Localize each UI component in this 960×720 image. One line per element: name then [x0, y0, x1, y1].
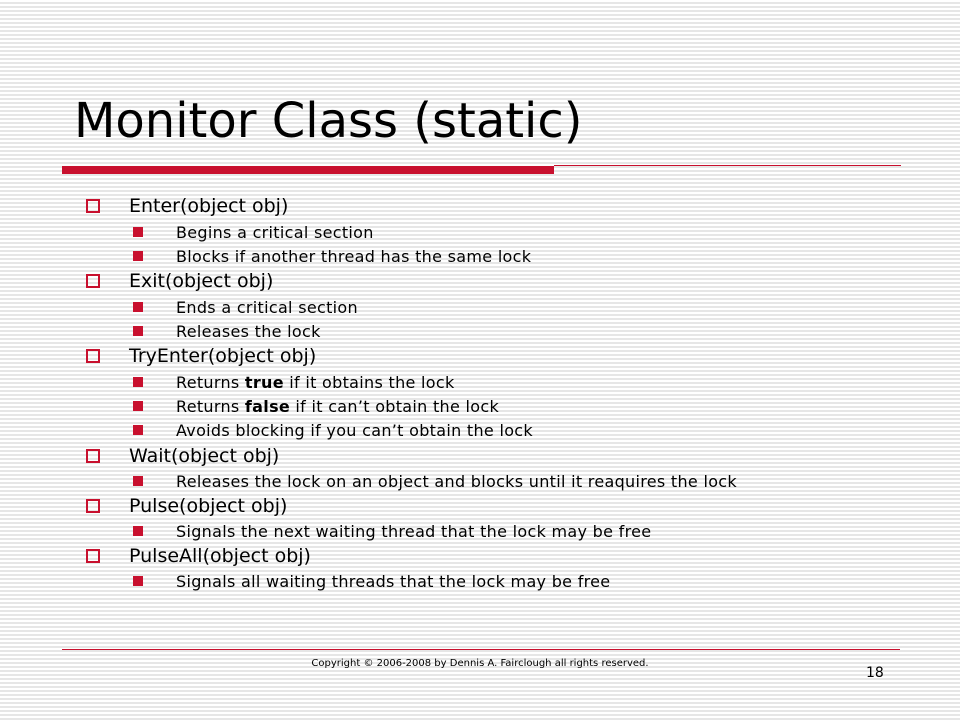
filled-square-bullet-icon	[133, 326, 143, 336]
bullet-item-pulseall	[86, 543, 311, 569]
filled-square-bullet-icon	[133, 526, 143, 536]
filled-square-bullet-icon	[133, 302, 143, 312]
filled-square-bullet-icon	[133, 576, 143, 586]
text-post: if it obtains the lock	[283, 372, 455, 392]
sub-bullet-text	[176, 397, 499, 416]
keyword-false: false	[244, 396, 291, 416]
bullet-label: Exit(object obj)	[129, 270, 274, 292]
filled-square-bullet-icon	[133, 476, 143, 486]
sub-bullet-item	[133, 244, 531, 268]
filled-square-bullet-icon	[133, 251, 143, 261]
hollow-square-bullet-icon	[86, 274, 100, 288]
bullet-label: Enter(object obj)	[129, 195, 289, 217]
sub-bullet-text: Releases the lock	[176, 321, 321, 341]
text-pre: Returns	[176, 396, 245, 416]
sub-bullet-item	[133, 319, 321, 343]
sub-bullet-text: Ends a critical section	[176, 297, 358, 317]
sub-bullet-text	[176, 373, 455, 392]
bullet-label: TryEnter(object obj)	[129, 345, 317, 367]
sub-bullet-item	[133, 469, 737, 493]
text-post: if it can’t obtain the lock	[290, 396, 500, 416]
hollow-square-bullet-icon	[86, 549, 100, 563]
sub-bullet-item	[133, 394, 499, 418]
bullet-label: Pulse(object obj)	[129, 495, 288, 517]
footer-rule	[62, 649, 900, 650]
sub-bullet-item	[133, 569, 610, 593]
hollow-square-bullet-icon	[86, 499, 100, 513]
bullet-item-wait	[86, 443, 279, 469]
sub-bullet-item	[133, 295, 358, 319]
keyword-true: true	[244, 372, 284, 392]
bullet-item-exit	[86, 268, 273, 294]
filled-square-bullet-icon	[133, 377, 143, 387]
bullet-item-enter	[86, 193, 288, 219]
copyright-notice: Copyright © 2006-2008 by Dennis A. Fairclough all rights reserved.	[311, 658, 649, 669]
filled-square-bullet-icon	[133, 227, 143, 237]
bullet-label: Wait(object obj)	[129, 445, 280, 467]
sub-bullet-item	[133, 519, 651, 543]
filled-square-bullet-icon	[133, 425, 143, 435]
bullet-item-tryenter	[86, 343, 316, 369]
sub-bullet-item	[133, 370, 455, 394]
hollow-square-bullet-icon	[86, 349, 100, 363]
sub-bullet-text: Signals all waiting threads that the lock may be free	[176, 571, 611, 591]
sub-bullet-text: Blocks if another thread has the same lock	[176, 246, 532, 266]
filled-square-bullet-icon	[133, 401, 143, 411]
slide-title: Monitor Class (static)	[74, 93, 583, 149]
hollow-square-bullet-icon	[86, 199, 100, 213]
bullet-label: PulseAll(object obj)	[129, 545, 311, 567]
sub-bullet-item	[133, 418, 533, 442]
sub-bullet-text: Avoids blocking if you can’t obtain the lock	[176, 420, 533, 440]
slide-number: 18	[866, 665, 884, 681]
bullet-item-pulse	[86, 493, 287, 519]
text-pre: Returns	[176, 372, 245, 392]
sub-bullet-text: Releases the lock on an object and blocks until it reaquires the lock	[176, 471, 737, 491]
sub-bullet-text: Signals the next waiting thread that the lock may be free	[176, 521, 652, 541]
sub-bullet-item	[133, 220, 374, 244]
sub-bullet-text: Begins a critical section	[176, 222, 374, 242]
hollow-square-bullet-icon	[86, 449, 100, 463]
